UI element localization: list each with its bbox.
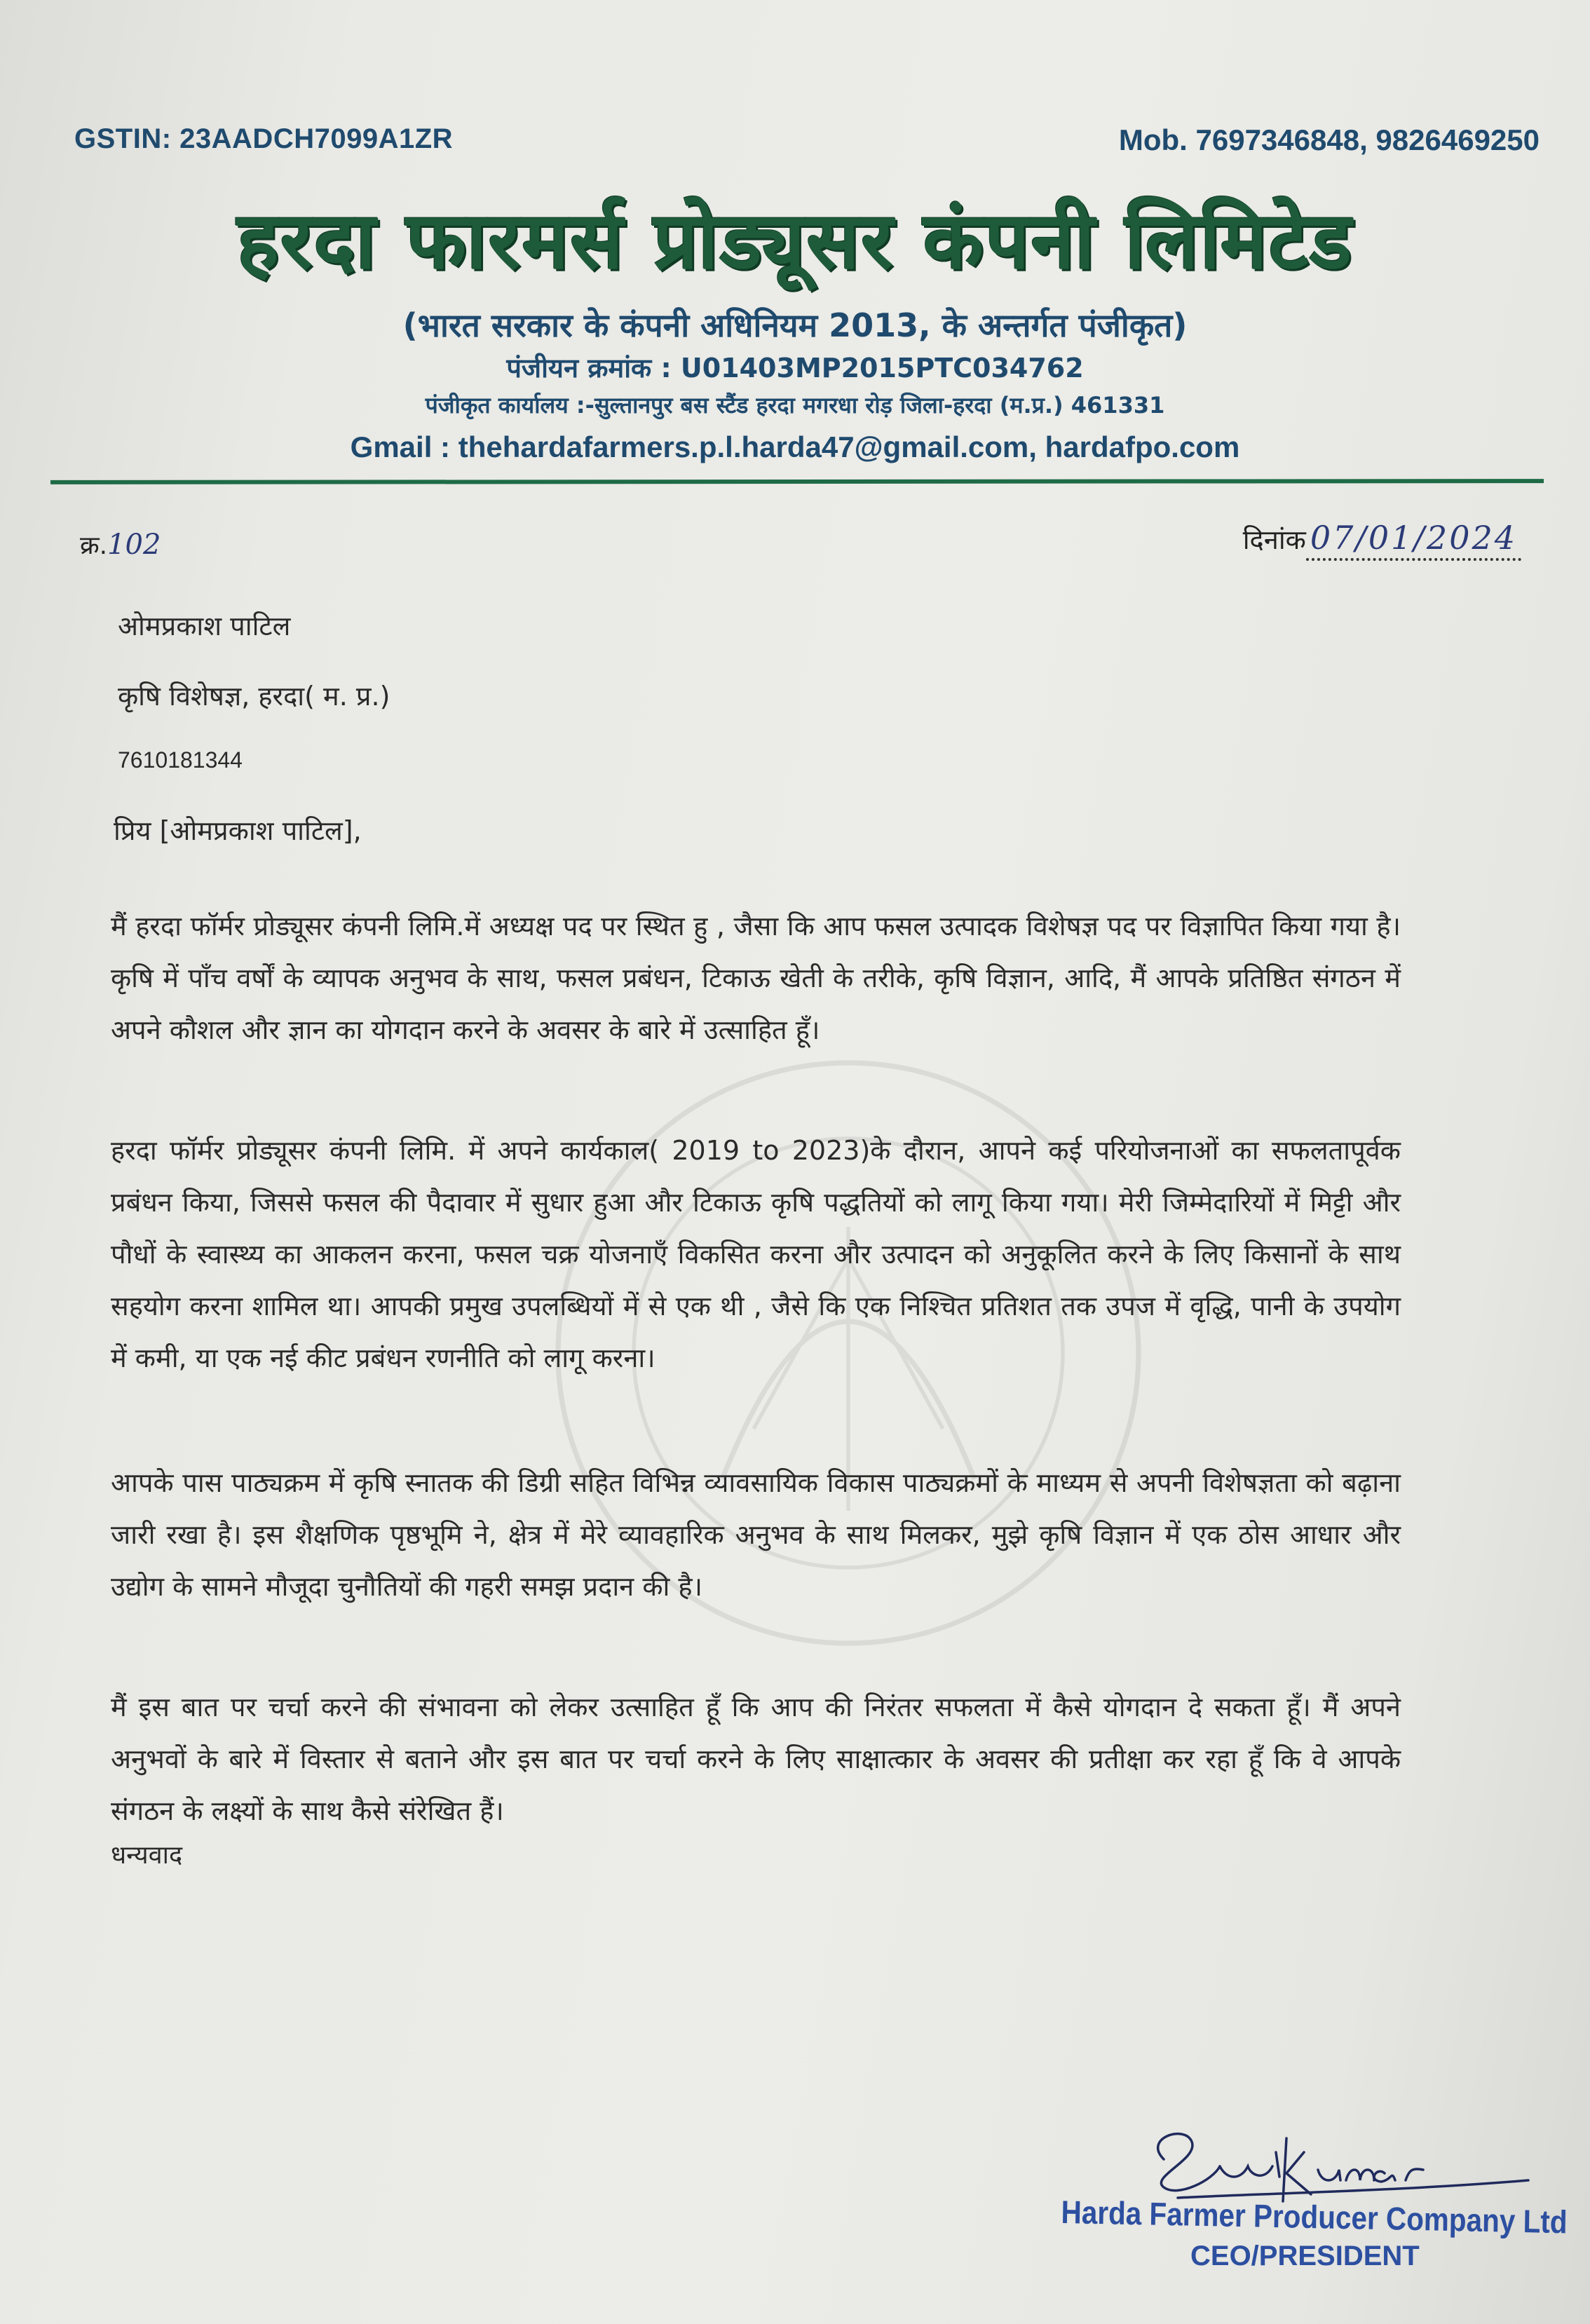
registration-number: पंजीयन क्रमांक : U01403MP2015PTC034762: [506, 353, 1084, 383]
reference-label: क्र.: [80, 531, 108, 560]
svg-text:Sunil Kumar: Sunil Kumar: [1136, 2100, 1204, 2113]
company-name-heading: हरदा फारमर्स प्रोड्यूसर कंपनी लिमिटेड: [237, 196, 1353, 287]
body-paragraph: हरदा फॉर्मर प्रोड्यूसर कंपनी लिमि. में अपने कार्यकाल( 2019 to 2023)के दौरान, आपने कई परियोजनाओं का सफलतापूर्वक प्रबंधन किया, जिससे फसल की पैदावार में सुधार हुआ और टिकाऊ कृषि पद्धतियों को लागू किया गया। मेरी जिम्मेदारियों में मिट्टी और पौधों के स्वास्थ्य का आकलन करना, फसल चक्र योजनाएँ विकसित करना और उत्पादन को अनुकूलित करने के लिए किसानों के साथ सहयोग करना शामिल था। आपकी प्रमुख उपलब्धियों में से एक थी , जैसे कि एक निश्चित प्रतिशत तक उपज में वृद्धि, पानी के उपयोग में कमी, या एक नई कीट प्रबंधन रणनीति को लागू करना।: [111, 1135, 1401, 1373]
gstin-number: GSTIN: 23AADCH7099A1ZR: [74, 123, 454, 154]
date-label: दिनांक: [1242, 524, 1306, 555]
body-paragraph: आपके पास पाठ्यक्रम में कृषि स्नातक की डिग्री सहित विभिन्न व्यावसायिक विकास पाठ्यक्रमों के माध्यम से अपनी विशेषज्ञता को बढ़ाना जारी रखा है। इस शैक्षणिक पृष्ठभूमि ने, क्षेत्र में मेरे व्यावहारिक अनुभव के साथ मिलकर, मुझे कृषि विज्ञान में एक ठोस आधार और उद्योग के सामने मौजूदा चुनौतियों की गहरी समझ प्रदान की है।: [111, 1467, 1401, 1602]
reference-value: 102: [107, 529, 161, 561]
header-divider: [50, 479, 1544, 484]
mobile-numbers: Mob. 7697346848, 9826469250: [1118, 123, 1540, 156]
letter-date: [1243, 519, 1521, 561]
signature-company: Harda Farmer Producer Company Ltd: [1061, 2193, 1568, 2241]
salutation: प्रिय [ओमप्रकाश पाटिल],: [114, 815, 362, 846]
closing-text: धन्यवाद: [111, 1841, 183, 1870]
date-value: 07/01/2024: [1310, 519, 1517, 557]
reference-number: [80, 527, 161, 562]
recipient-title: कृषि विशेषज्ञ, हरदा( म. प्र.): [118, 681, 390, 712]
registration-act: (भारत सरकार के कंपनी अधिनियम 2013, के अन्तर्गत पंजीकृत): [402, 306, 1188, 344]
contact-email: Gmail : thehardafarmers.p.l.harda47@gmail.com, hardafpo.com: [350, 430, 1240, 463]
body-paragraph: मैं इस बात पर चर्चा करने की संभावना को लेकर उत्साहित हूँ कि आप की निरंतर सफलता में कैसे योगदान दे सकता हूँ। मैं अपने अनुभवों के बारे में विस्तार से बताने और इस बात पर चर्चा करने के लिए साक्षात्कार के अवसर की प्रतीक्षा कर रहा हूँ कि वे आपके संगठन के लक्ष्यों के साथ कैसे संरेखित हैं।: [111, 1692, 1401, 1826]
registered-office-address: पंजीकृत कार्यालय :-सुल्तानपुर बस स्टैंड हरदा मगरधा रोड़ जिला-हरदा (म.प्र.) 461331: [425, 392, 1165, 419]
body-paragraph: मैं हरदा फॉर्मर प्रोड्यूसर कंपनी लिमि.में अध्यक्ष पद पर स्थित हु , जैसा कि आप फसल उत्पादक विशेषज्ञ पद पर विज्ञापित किया गया है। कृषि में पाँच वर्षों के व्यापक अनुभव के साथ, फसल प्रबंधन, टिकाऊ खेती के तरीके, कृषि विज्ञान, आदि, मैं आपके प्रतिष्ठित संगठन में अपने कौशल और ज्ञान का योगदान करने के अवसर के बारे में उत्साहित हूँ।: [111, 911, 1401, 1045]
recipient-phone: 7610181344: [118, 747, 243, 773]
recipient-name: ओमप्रकाश पाटिल: [118, 611, 291, 641]
signature-title: CEO/PRESIDENT: [1190, 2241, 1420, 2271]
